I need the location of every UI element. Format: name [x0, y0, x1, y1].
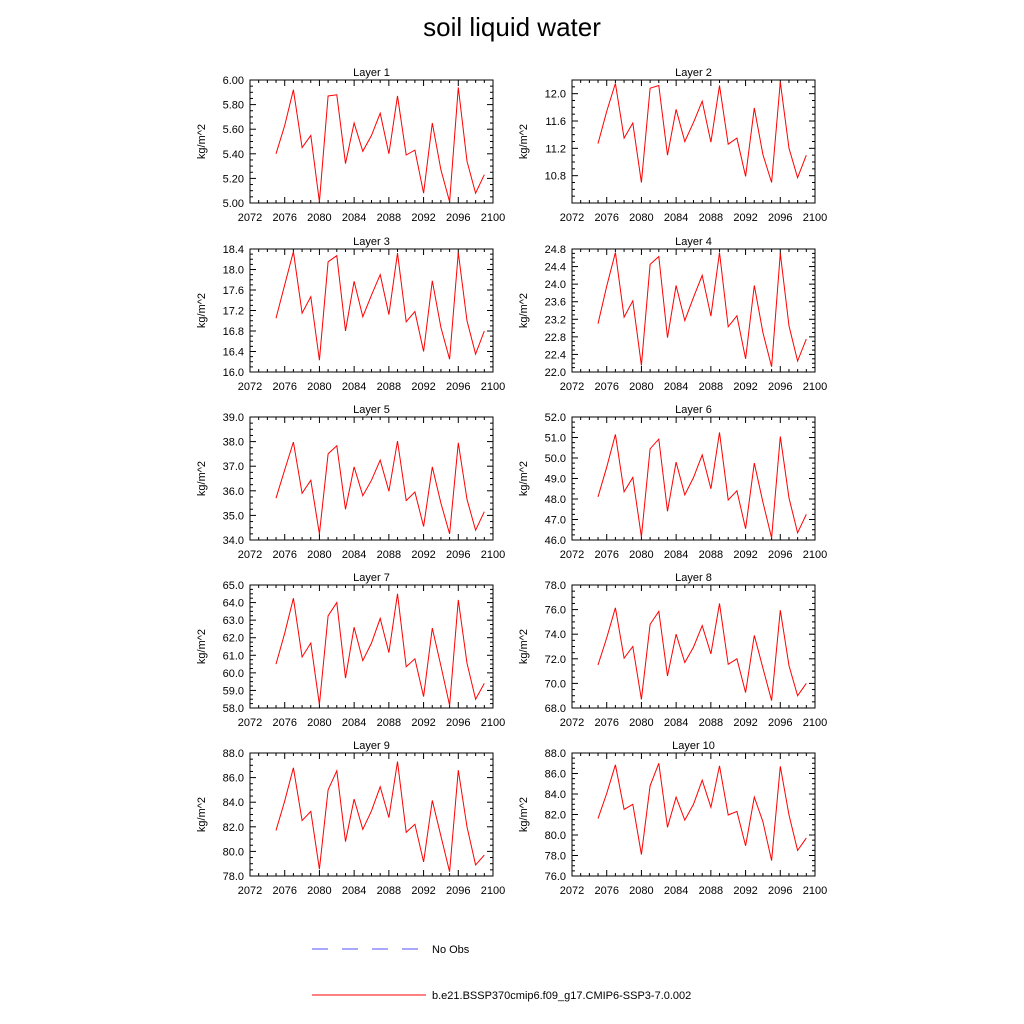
y-tick-label: 76.0: [544, 871, 566, 883]
y-tick-label: 5.40: [222, 148, 244, 161]
x-tick-label: 2100: [802, 549, 828, 561]
y-tick-label: 78.0: [544, 850, 566, 863]
x-tick-label: 2080: [307, 381, 332, 393]
y-tick-label: 88.0: [544, 748, 566, 760]
y-tick-label: 86.0: [544, 768, 566, 781]
y-tick-label: 10.8: [544, 170, 566, 183]
y-tick-label: 18.0: [222, 264, 244, 277]
x-tick-label: 2076: [272, 212, 297, 224]
x-tick-label: 2100: [802, 212, 828, 224]
chart-panel-10: [518, 740, 827, 897]
x-tick-label: 2088: [376, 717, 402, 729]
series-line: [598, 763, 806, 860]
x-tick-label: 2100: [480, 885, 506, 897]
y-tick-label: 12.0: [544, 88, 566, 101]
chart-panel-6: [518, 404, 827, 561]
y-tick-label: 5.80: [222, 99, 244, 112]
x-tick-label: 2088: [698, 549, 724, 561]
x-tick-label: 2088: [698, 717, 724, 729]
y-tick-label: 35.0: [222, 510, 244, 523]
y-tick-label: 68.0: [544, 703, 566, 715]
x-tick-label: 2072: [237, 885, 263, 897]
x-tick-label: 2080: [307, 885, 332, 897]
y-tick-label: 84.0: [544, 789, 566, 801]
x-tick-label: 2092: [733, 212, 758, 224]
y-tick-label: 78.0: [544, 580, 566, 592]
panel-title: Layer 3: [353, 236, 390, 248]
series-line: [276, 252, 484, 361]
x-tick-label: 2100: [480, 381, 506, 393]
y-tick-label: 24.0: [544, 279, 566, 292]
legend-obs-label: No Obs: [432, 944, 470, 956]
y-tick-label: 64.0: [222, 597, 244, 610]
x-tick-label: 2076: [594, 381, 619, 393]
x-tick-label: 2096: [446, 212, 471, 224]
x-tick-label: 2092: [411, 885, 436, 897]
x-tick-label: 2100: [802, 885, 828, 897]
panel-title: Layer 9: [353, 740, 390, 752]
x-tick-label: 2092: [733, 381, 758, 393]
x-tick-label: 2072: [237, 549, 263, 561]
y-tick-label: 76.0: [544, 604, 566, 617]
chart-panel-9: [196, 740, 505, 897]
y-tick-label: 24.4: [544, 261, 566, 274]
x-tick-label: 2084: [663, 381, 689, 393]
y-tick-label: 62.0: [222, 632, 244, 645]
y-tick-label: 5.20: [222, 173, 244, 186]
x-tick-label: 2076: [272, 717, 297, 729]
x-tick-label: 2096: [446, 717, 471, 729]
x-tick-label: 2080: [629, 885, 654, 897]
series-line: [276, 87, 484, 201]
y-tick-label: 59.0: [222, 685, 244, 698]
x-tick-label: 2076: [272, 885, 297, 897]
plot-frame: [250, 753, 493, 876]
y-tick-label: 36.0: [222, 485, 244, 498]
x-tick-label: 2084: [341, 717, 367, 729]
y-axis-label: kg/m^2: [518, 460, 530, 497]
y-tick-label: 49.0: [544, 473, 566, 486]
series-line: [598, 432, 806, 538]
y-tick-label: 11.6: [545, 116, 566, 128]
y-axis-label: kg/m^2: [518, 628, 530, 665]
x-tick-label: 2088: [698, 885, 724, 897]
x-tick-label: 2100: [480, 549, 506, 561]
panel-title: Layer 5: [353, 404, 390, 416]
x-tick-label: 2096: [446, 381, 471, 393]
y-tick-label: 86.0: [222, 772, 244, 785]
y-tick-label: 22.4: [544, 349, 566, 362]
x-tick-label: 2092: [411, 717, 436, 729]
y-tick-label: 65.0: [222, 580, 244, 592]
chart-panel-7: [196, 572, 505, 729]
x-tick-label: 2072: [237, 212, 263, 224]
y-tick-label: 17.6: [222, 285, 244, 297]
x-tick-label: 2084: [341, 885, 367, 897]
x-tick-label: 2072: [237, 381, 263, 393]
y-axis-label: kg/m^2: [196, 292, 208, 329]
x-tick-label: 2092: [733, 885, 758, 897]
y-tick-label: 38.0: [222, 436, 244, 449]
x-tick-label: 2084: [663, 212, 689, 224]
y-tick-label: 5.60: [222, 124, 244, 137]
x-tick-label: 2080: [307, 717, 332, 729]
x-tick-label: 2076: [272, 381, 297, 393]
plot-frame: [250, 417, 493, 540]
y-axis-label: kg/m^2: [196, 628, 208, 665]
y-axis-label: kg/m^2: [196, 796, 208, 833]
x-tick-label: 2100: [802, 381, 828, 393]
x-tick-label: 2080: [629, 717, 654, 729]
x-tick-label: 2084: [663, 717, 689, 729]
x-tick-label: 2080: [629, 212, 654, 224]
x-tick-label: 2084: [663, 549, 689, 561]
x-tick-label: 2076: [594, 212, 619, 224]
panel-title: Layer 1: [353, 67, 390, 79]
x-tick-label: 2100: [802, 717, 828, 729]
page-title: soil liquid water: [423, 12, 601, 42]
plot-frame: [250, 249, 493, 372]
series-line: [276, 594, 484, 706]
series-line: [276, 762, 484, 872]
y-tick-label: 18.4: [222, 244, 244, 256]
y-axis-label: kg/m^2: [518, 123, 530, 160]
x-tick-label: 2092: [411, 381, 436, 393]
y-tick-label: 22.0: [544, 367, 566, 379]
series-line: [598, 604, 806, 701]
y-tick-label: 17.2: [222, 305, 244, 318]
y-tick-label: 84.0: [222, 797, 244, 810]
y-tick-label: 78.0: [222, 871, 244, 883]
x-tick-label: 2072: [559, 212, 585, 224]
chart-panel-4: [518, 236, 827, 393]
y-tick-label: 39.0: [222, 412, 244, 424]
x-tick-label: 2092: [733, 717, 758, 729]
panel-title: Layer 2: [675, 67, 712, 79]
x-tick-label: 2084: [341, 381, 367, 393]
y-tick-label: 47.0: [544, 514, 566, 527]
x-tick-label: 2088: [376, 549, 402, 561]
y-axis-label: kg/m^2: [196, 123, 208, 160]
x-tick-label: 2096: [446, 885, 471, 897]
x-tick-label: 2096: [768, 885, 793, 897]
x-tick-label: 2088: [376, 885, 402, 897]
x-tick-label: 2076: [594, 717, 619, 729]
x-tick-label: 2096: [768, 717, 793, 729]
series-line: [598, 253, 806, 367]
y-tick-label: 74.0: [544, 629, 566, 642]
plot-frame: [572, 753, 815, 876]
x-tick-label: 2080: [307, 549, 332, 561]
chart-panel-2: [518, 67, 827, 224]
y-tick-label: 22.8: [544, 331, 566, 344]
x-tick-label: 2084: [341, 549, 367, 561]
y-tick-label: 82.0: [544, 809, 566, 822]
y-tick-label: 34.0: [222, 535, 244, 547]
x-tick-label: 2080: [629, 549, 654, 561]
y-tick-label: 60.0: [222, 667, 244, 680]
y-tick-label: 48.0: [544, 494, 566, 506]
x-tick-label: 2096: [768, 549, 793, 561]
y-tick-label: 6.00: [222, 75, 244, 87]
y-tick-label: 80.0: [222, 846, 244, 859]
y-axis-label: kg/m^2: [518, 796, 530, 833]
x-tick-label: 2072: [559, 381, 585, 393]
x-tick-label: 2092: [411, 549, 436, 561]
y-tick-label: 46.0: [544, 535, 566, 547]
x-tick-label: 2072: [559, 549, 585, 561]
y-tick-label: 16.4: [222, 346, 244, 359]
y-tick-label: 82.0: [222, 821, 244, 834]
y-axis-label: kg/m^2: [518, 292, 530, 329]
x-tick-label: 2092: [733, 549, 758, 561]
y-tick-label: 58.0: [222, 703, 244, 715]
chart-panel-5: [196, 404, 505, 561]
legend: [312, 944, 691, 1002]
x-tick-label: 2088: [698, 381, 724, 393]
x-tick-label: 2096: [446, 549, 471, 561]
y-tick-label: 50.0: [544, 453, 566, 465]
y-tick-label: 80.0: [544, 830, 566, 842]
x-tick-label: 2080: [629, 381, 654, 393]
y-tick-label: 70.0: [544, 678, 566, 691]
plot-frame: [250, 80, 493, 203]
x-tick-label: 2076: [594, 885, 619, 897]
y-tick-label: 72.0: [544, 653, 566, 666]
y-tick-label: 52.0: [544, 412, 566, 424]
legend-model-label: b.e21.BSSP370cmip6.f09_g17.CMIP6-SSP3-7.0.002: [432, 990, 692, 1002]
y-tick-label: 5.00: [222, 198, 244, 210]
y-tick-label: 51.0: [544, 432, 566, 445]
y-tick-label: 61.0: [222, 650, 244, 663]
plot-frame: [250, 585, 493, 708]
x-tick-label: 2072: [559, 885, 585, 897]
panel-title: Layer 6: [675, 404, 712, 416]
y-axis-label: kg/m^2: [196, 460, 208, 497]
chart-panel-8: [518, 572, 827, 729]
y-tick-label: 16.8: [222, 326, 244, 338]
panel-title: Layer 8: [675, 572, 712, 584]
series-line: [276, 441, 484, 534]
x-tick-label: 2088: [698, 212, 724, 224]
plot-frame: [572, 249, 815, 372]
y-tick-label: 16.0: [222, 367, 244, 379]
x-tick-label: 2076: [594, 549, 619, 561]
y-tick-label: 24.8: [544, 244, 566, 256]
x-tick-label: 2096: [768, 212, 793, 224]
x-tick-label: 2088: [376, 381, 402, 393]
x-tick-label: 2080: [307, 212, 332, 224]
y-tick-label: 23.6: [544, 296, 566, 309]
y-tick-label: 63.0: [222, 615, 244, 628]
panel-title: Layer 4: [675, 236, 712, 248]
x-tick-label: 2088: [376, 212, 402, 224]
panel-title: Layer 7: [353, 572, 390, 584]
y-tick-label: 37.0: [222, 461, 244, 474]
x-tick-label: 2100: [480, 212, 506, 224]
x-tick-label: 2072: [559, 717, 585, 729]
chart-panel-3: [196, 236, 505, 393]
x-tick-label: 2084: [341, 212, 367, 224]
x-tick-label: 2072: [237, 717, 263, 729]
x-tick-label: 2092: [411, 212, 436, 224]
x-tick-label: 2076: [272, 549, 297, 561]
y-tick-label: 23.2: [544, 314, 566, 327]
y-tick-label: 88.0: [222, 748, 244, 760]
x-tick-label: 2100: [480, 717, 506, 729]
x-tick-label: 2084: [663, 885, 689, 897]
x-tick-label: 2096: [768, 381, 793, 393]
panel-title: Layer 10: [672, 740, 715, 752]
series-line: [598, 82, 806, 183]
y-tick-label: 11.2: [545, 143, 566, 156]
chart-panel-1: [196, 67, 505, 224]
